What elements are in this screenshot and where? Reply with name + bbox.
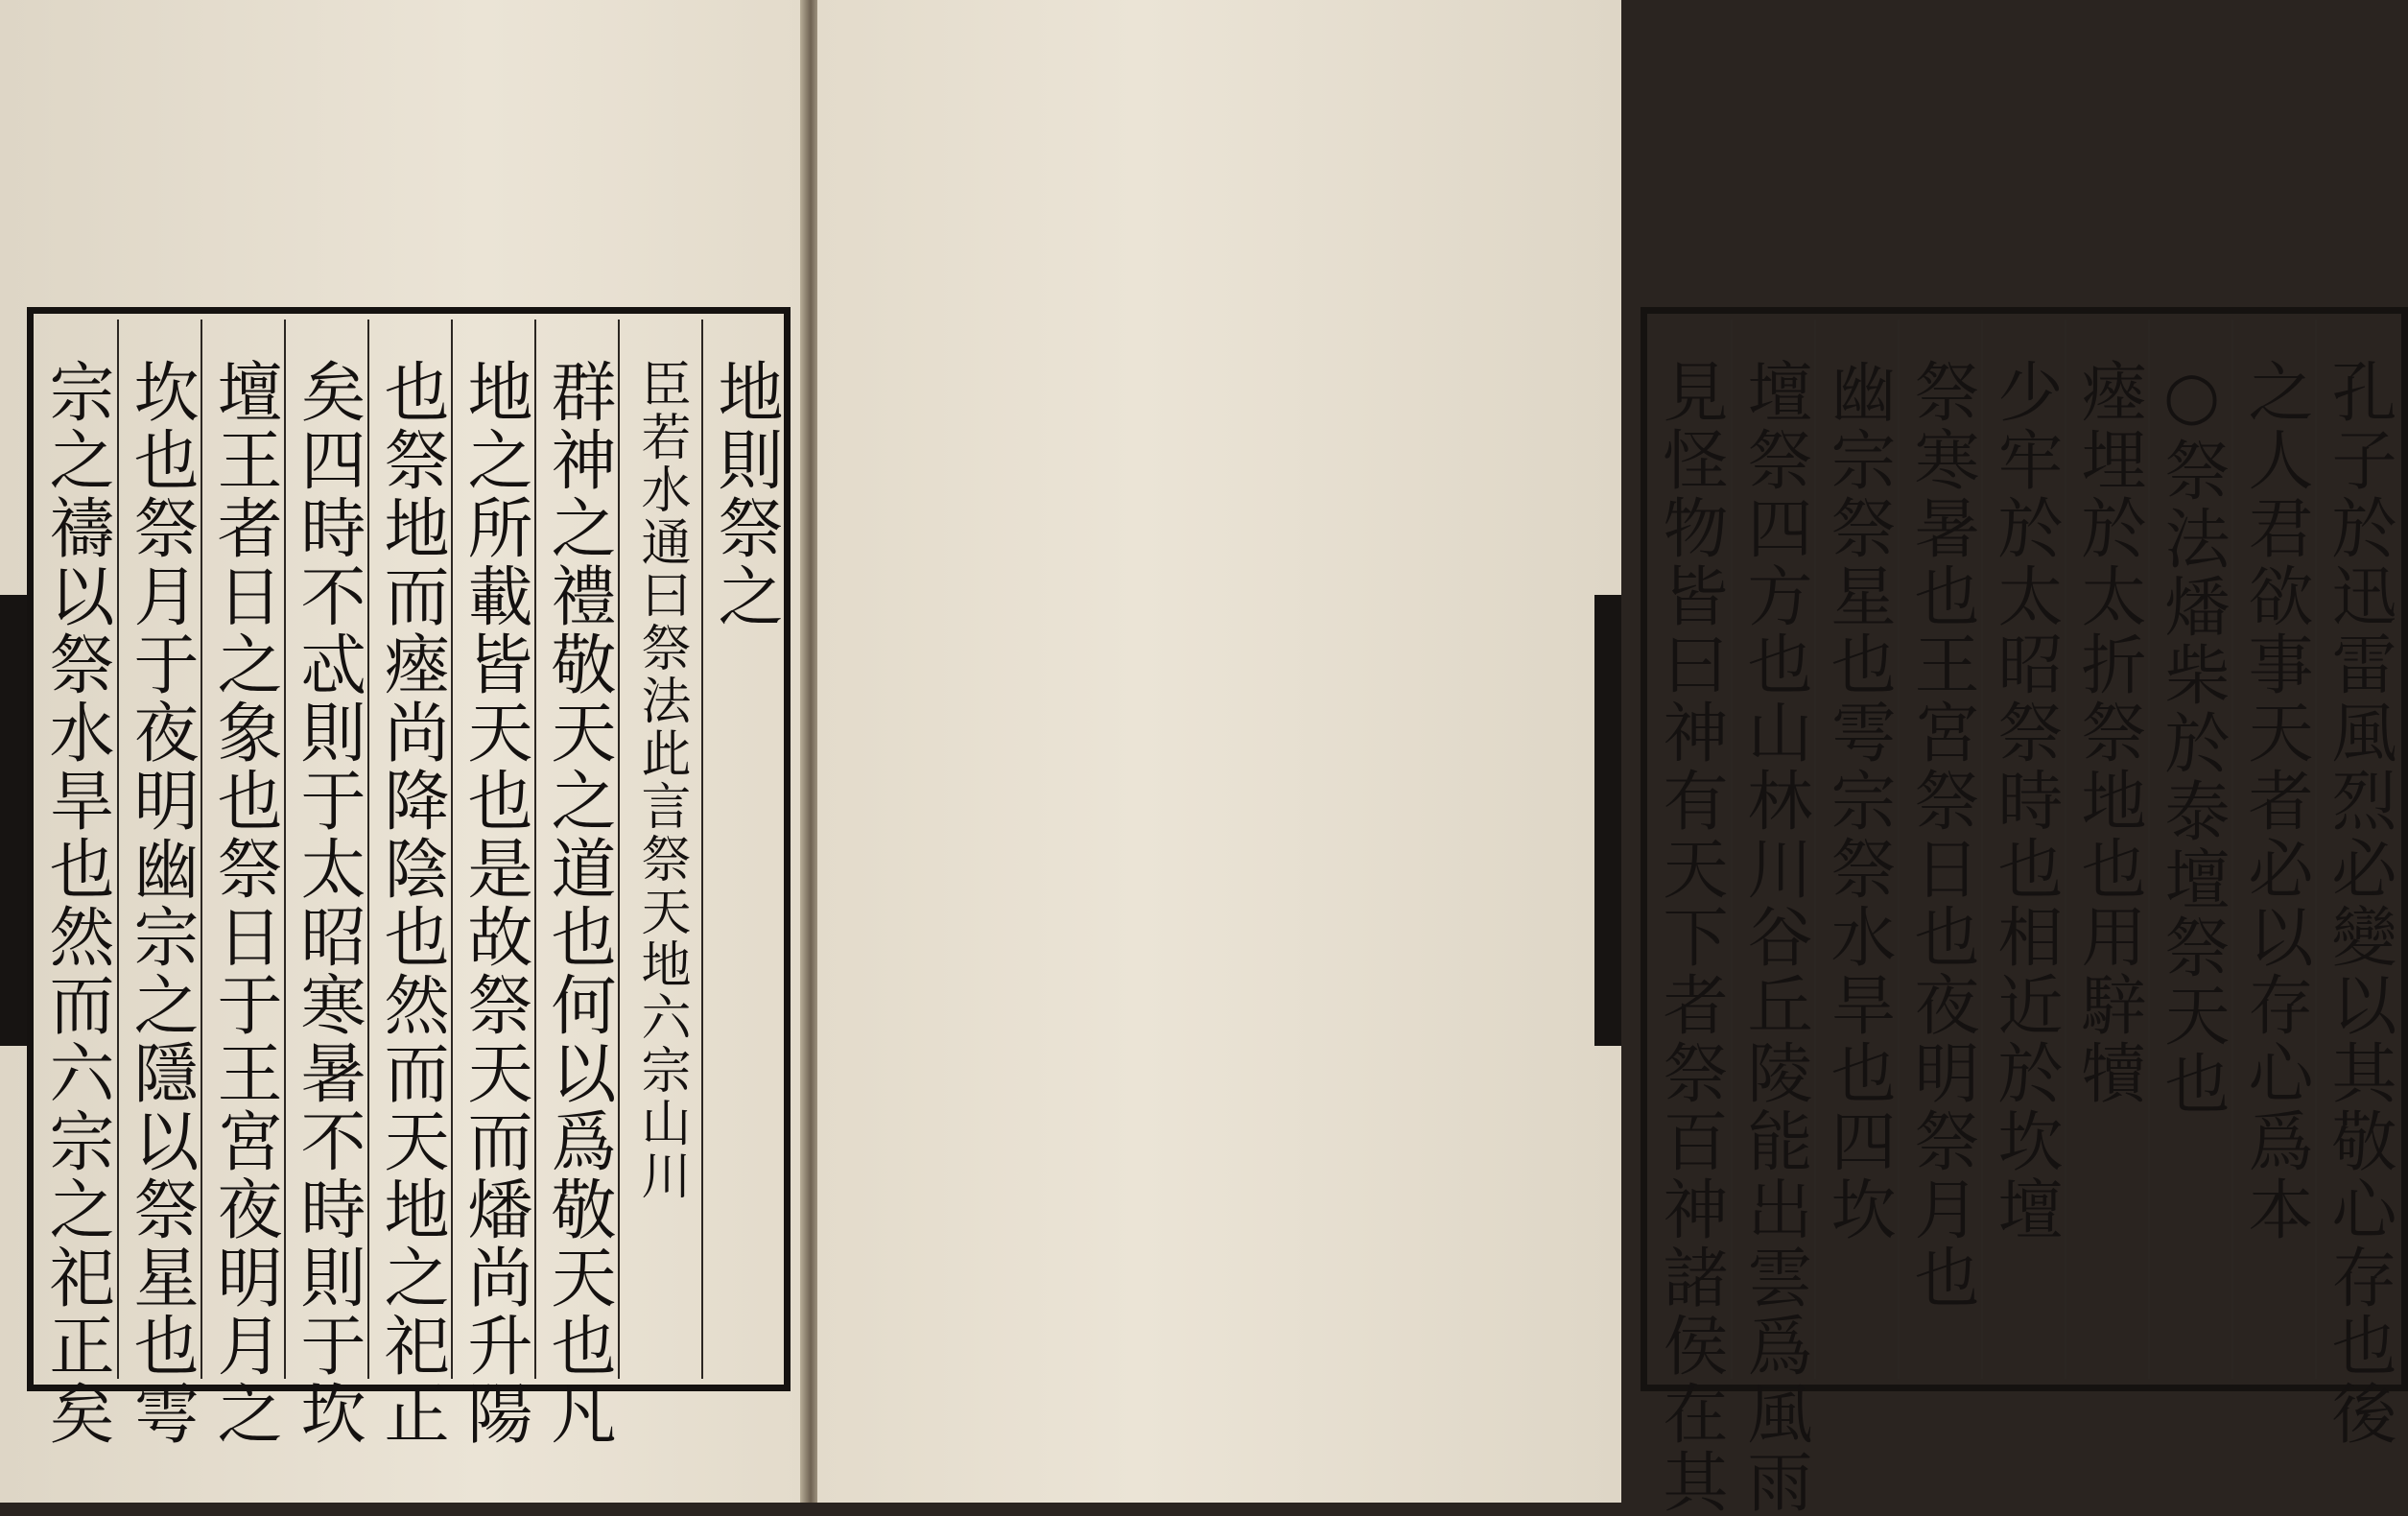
column-text: 也祭地而瘞尚降陰也然而天地之祀正: [373, 358, 449, 1448]
text-column: [2231, 320, 2316, 1379]
text-column: [2315, 320, 2399, 1448]
text-column: [701, 320, 786, 1379]
text-column: [451, 320, 535, 1448]
text-column: [1814, 320, 1899, 1379]
column-text: 坎也祭月于夜明幽宗之隱以祭星也雩: [123, 358, 199, 1448]
column-text: 之人君欲事天者必以存心爲本: [2237, 358, 2313, 1244]
column-text: 地則祭之: [707, 358, 783, 630]
text-column: [1647, 320, 1732, 1516]
text-column: [534, 320, 619, 1448]
right-page-edge-tab: [1594, 595, 1621, 1046]
text-column: [34, 320, 118, 1448]
column-text: 群神之禮敬天之道也何以爲敬天也凡: [540, 358, 616, 1448]
column-text: 少牢於太昭祭時也相近於坎壇: [1987, 358, 2063, 1244]
column-text: 孔子於迅雷風烈必變以其敬心存也後: [2321, 358, 2396, 1448]
column-text: 壇祭四方也山林川谷丘陵能出雲爲風雨: [1736, 358, 1812, 1516]
text-column: [201, 320, 285, 1448]
right-page-text-frame: [1641, 307, 2408, 1516]
column-text: 地之所載皆天也是故祭天而燔尚升陽: [457, 358, 532, 1448]
text-column: [1981, 320, 2066, 1379]
text-column: [618, 320, 702, 1379]
column-text: 臣若水通曰祭法此言祭天地六宗山川: [632, 358, 690, 1202]
text-column: [2065, 320, 2149, 1379]
right-page: [817, 0, 2396, 1516]
left-page-edge-tab: [0, 595, 27, 1046]
text-column: [2148, 320, 2232, 1379]
left-page-text-frame: [27, 307, 791, 1448]
text-column: [1898, 320, 1982, 1379]
column-text: 幽宗祭星也雩宗祭水旱也四坎: [1820, 358, 1896, 1244]
column-text: 見怪物皆曰神有天下者祭百神諸侯在其: [1652, 358, 1728, 1516]
text-column: [284, 320, 368, 1448]
text-column: [117, 320, 201, 1448]
column-text: 壇王者日之象也祭日于王宮夜明月之: [206, 358, 282, 1448]
left-page: [0, 0, 804, 1503]
column-text: 瘞埋於太折祭地也用騂犢: [2070, 358, 2146, 1107]
column-text: 宗之禱以祭水旱也然而六宗之祀正矣: [38, 358, 114, 1448]
column-text: 祭寒暑也王宮祭日也夜明祭月也: [1903, 358, 1979, 1312]
text-column: [367, 320, 452, 1448]
column-text: ○祭法燔柴於泰壇祭天也: [2154, 358, 2230, 1118]
column-text: 矣四時不忒則于太昭寒暑不時則于坎: [290, 358, 366, 1448]
text-column: [1731, 320, 1815, 1516]
